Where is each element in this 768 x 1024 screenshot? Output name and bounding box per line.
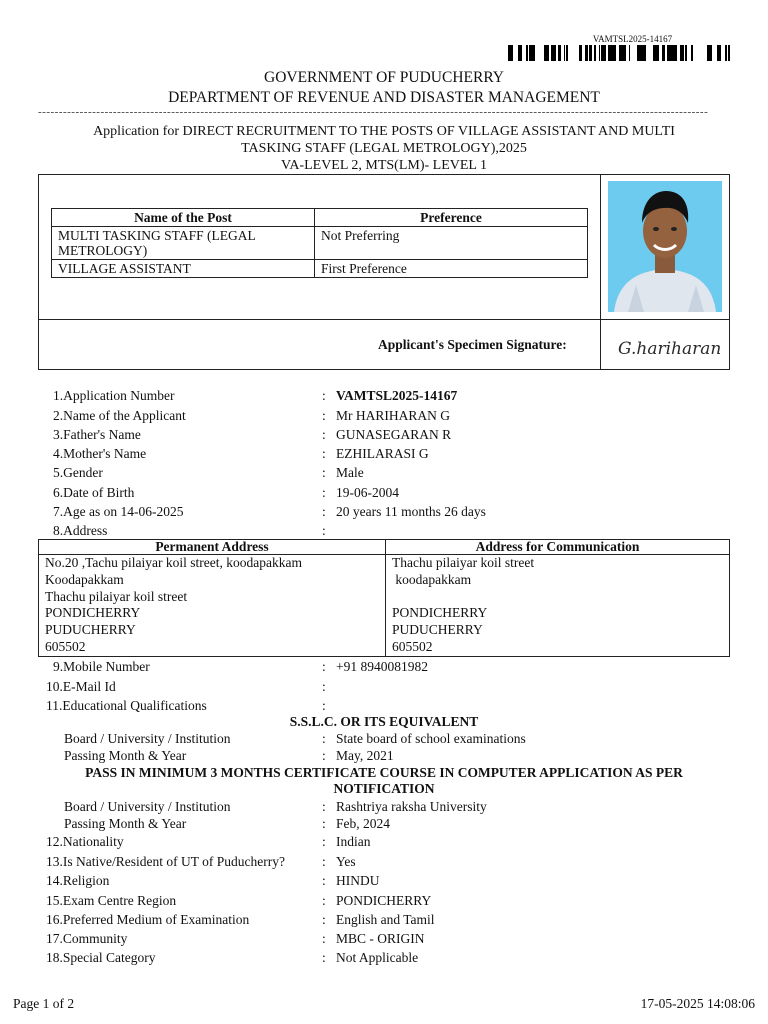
- address-line: Thachu pilaiyar koil street: [45, 588, 188, 604]
- separator-line: -----------------------------------------------------------------------------------------------------------------------------------------------------------------: [38, 106, 709, 118]
- preference-cell: First Preference: [315, 260, 588, 278]
- computer-course-heading-line1: PASS IN MINIMUM 3 MONTHS CERTIFICATE COURSE IN COMPUTER APPLICATION AS PER: [85, 765, 683, 780]
- mother-name-value: EZHILARASI G: [336, 446, 429, 461]
- address-label: 8.Address: [53, 523, 108, 538]
- sslc-year-value: May, 2021: [336, 748, 394, 763]
- post-name-cell: [52, 227, 315, 260]
- sslc-heading: S.S.L.C. OR ITS EQUIVALENT: [289, 714, 479, 729]
- address-line: [392, 589, 723, 606]
- nationality-value: Indian: [336, 834, 371, 849]
- colon: :: [322, 748, 326, 763]
- colon: :: [322, 659, 326, 674]
- applicant-name-value: Mr HARIHARAN G: [336, 407, 450, 423]
- mobile-number-label: 9.Mobile Number: [53, 659, 150, 674]
- signature-image: [608, 324, 722, 366]
- gender-label: 5.Gender: [53, 465, 103, 480]
- page-number: Page 1 of 2: [13, 996, 75, 1011]
- colon: :: [322, 427, 326, 442]
- religion-label: 14.Religion: [46, 873, 110, 888]
- nationality-label: 12.Nationality: [46, 834, 124, 849]
- address-table-header: [39, 540, 730, 555]
- mother-name-label: 4.Mother's Name: [53, 446, 147, 461]
- permanent-address-header: Permanent Address: [39, 540, 386, 555]
- department-heading: DEPARTMENT OF REVENUE AND DISASTER MANAGEMENT: [168, 89, 600, 106]
- address-line: PONDICHERRY: [45, 605, 141, 621]
- age-value: 20 years 11 months 26 days: [336, 504, 486, 519]
- application-title-line1: Application for DIRECT RECRUITMENT TO THE POSTS OF VILLAGE ASSISTANT AND MULTI: [93, 124, 675, 139]
- exam-centre-value: PONDICHERRY: [336, 892, 432, 908]
- preference-header: Preference: [315, 209, 588, 227]
- communication-address-cell: [386, 555, 730, 657]
- medium-value: English and Tamil: [336, 911, 435, 927]
- colon: :: [322, 930, 326, 946]
- dob-label: 6.Date of Birth: [53, 484, 135, 500]
- gender-value: Male: [336, 465, 364, 480]
- application-number-value: VAMTSL2025-14167: [336, 388, 458, 403]
- medium-label: 16.Preferred Medium of Examination: [46, 911, 250, 927]
- colon: :: [322, 523, 326, 538]
- address-line: No.20 ,Tachu pilaiyar koil street, koodapakkam: [45, 555, 302, 570]
- sslc-board-value: State board of school examinations: [336, 731, 526, 746]
- address-line: koodapakkam: [392, 571, 472, 587]
- signature-text: G.hariharan: [618, 339, 722, 359]
- colon: :: [322, 407, 326, 423]
- box-divider-horizontal: [38, 319, 730, 320]
- colon: :: [322, 892, 326, 908]
- colon: :: [322, 698, 326, 713]
- government-heading: GOVERNMENT OF PUDUCHERRY: [264, 69, 504, 86]
- colon: :: [322, 853, 326, 869]
- post-name-line: MULTI TASKING STAFF (LEGAL: [58, 228, 256, 243]
- computer-course-heading-line2: NOTIFICATION: [333, 781, 435, 796]
- post-name-cell: VILLAGE ASSISTANT: [52, 260, 315, 278]
- religion-value: HINDU: [336, 873, 380, 888]
- exam-centre-label: 15.Exam Centre Region: [46, 892, 177, 908]
- post-name-line: METROLOGY): [58, 243, 148, 258]
- colon: :: [322, 911, 326, 927]
- special-category-value: Not Applicable: [336, 950, 419, 965]
- applicant-photo-image: [608, 181, 722, 312]
- age-label: 7.Age as on 14-06-2025: [53, 504, 184, 519]
- colon: :: [322, 446, 326, 461]
- colon: :: [322, 388, 326, 403]
- communication-address-header: Address for Communication: [386, 540, 730, 555]
- barcode-image: [505, 45, 730, 61]
- special-category-label: 18.Special Category: [46, 950, 156, 965]
- computer-year-value: Feb, 2024: [336, 815, 390, 831]
- barcode: [505, 34, 730, 61]
- address-line: PONDICHERRY: [392, 605, 488, 621]
- colon: :: [322, 834, 326, 849]
- colon: :: [322, 465, 326, 480]
- native-resident-label: 13.Is Native/Resident of UT of Puducherry?: [46, 853, 285, 869]
- application-title-line2: TASKING STAFF (LEGAL METROLOGY),2025: [241, 141, 527, 156]
- signature-label: Applicant's Specimen Signature:: [378, 337, 567, 352]
- applicant-signature: [608, 324, 722, 366]
- colon: :: [322, 679, 326, 694]
- sslc-year-label: Passing Month & Year: [64, 748, 187, 763]
- colon: :: [322, 815, 326, 831]
- application-number-label: 1.Application Number: [53, 388, 175, 403]
- barcode-text: VAMTSL2025-14167: [592, 34, 673, 44]
- table-row: [52, 260, 588, 278]
- community-value: MBC - ORIGIN: [336, 930, 425, 946]
- address-table: [38, 539, 730, 657]
- colon: :: [322, 873, 326, 888]
- address-line: 605502: [45, 638, 86, 654]
- colon: :: [322, 950, 326, 965]
- sslc-board-label: Board / University / Institution: [64, 731, 231, 746]
- community-label: 17.Community: [46, 930, 128, 946]
- permanent-address-cell: [39, 555, 386, 657]
- computer-board-value: Rashtriya raksha University: [336, 798, 487, 814]
- print-timestamp: 17-05-2025 14:08:06: [640, 996, 755, 1011]
- application-title-line3: VA-LEVEL 2, MTS(LM)- LEVEL 1: [281, 158, 487, 173]
- email-label: 10.E-Mail Id: [46, 679, 116, 694]
- dob-value: 19-06-2004: [336, 484, 399, 500]
- preference-table-header: [52, 209, 588, 227]
- computer-board-label: Board / University / Institution: [64, 798, 231, 814]
- address-line: PUDUCHERRY: [392, 622, 483, 638]
- preference-cell: Not Preferring: [315, 227, 588, 260]
- box-divider-vertical: [600, 174, 601, 370]
- father-name-label: 3.Father's Name: [53, 427, 141, 442]
- colon: :: [322, 484, 326, 500]
- preference-table: [51, 208, 588, 278]
- colon: :: [322, 504, 326, 519]
- applicant-photo: [608, 181, 722, 312]
- address-line: 605502: [392, 638, 433, 654]
- table-row: [52, 227, 588, 260]
- father-name-value: GUNASEGARAN R: [336, 427, 452, 442]
- address-line: PUDUCHERRY: [45, 622, 136, 638]
- address-line: Koodapakkam: [45, 571, 124, 587]
- education-label: 11.Educational Qualifications: [46, 698, 207, 713]
- applicant-name-label: 2.Name of the Applicant: [53, 407, 186, 423]
- colon: :: [322, 798, 326, 814]
- mobile-number-value: +91 8940081982: [336, 659, 428, 674]
- table-row: [39, 555, 730, 657]
- post-name-header: Name of the Post: [52, 209, 315, 227]
- address-line: Thachu pilaiyar koil street: [392, 555, 535, 570]
- native-resident-value: Yes: [336, 853, 356, 869]
- computer-year-label: Passing Month & Year: [64, 815, 187, 831]
- colon: :: [322, 731, 326, 746]
